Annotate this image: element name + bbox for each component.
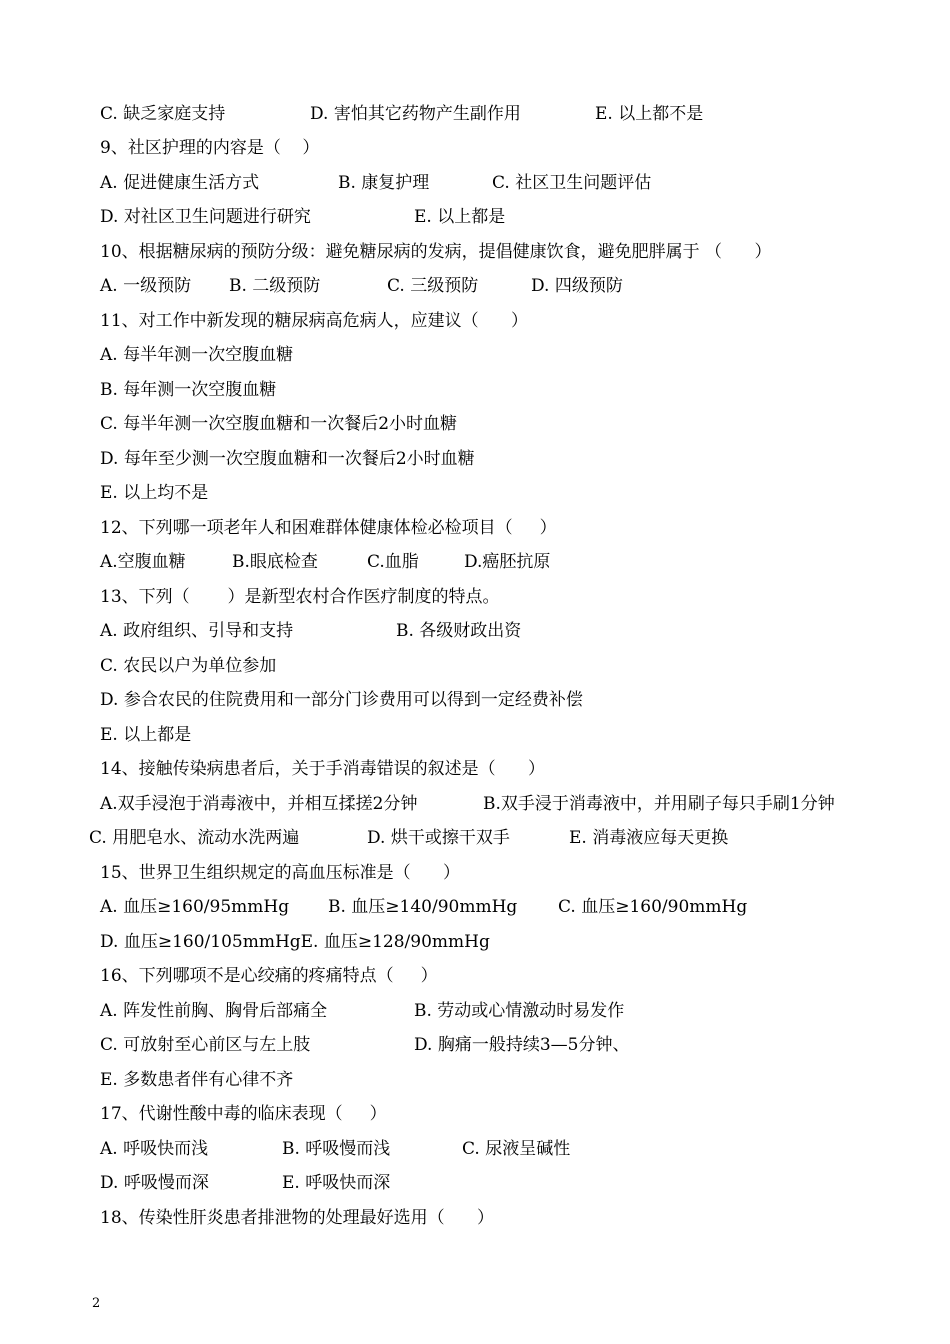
text-segment: 12、下列哪一项老年人和困难群体健康体检必检项目（ ） <box>100 518 557 538</box>
text-segment: A.双手浸泡于消毒液中，并相互揉搓2分钟 <box>100 794 418 814</box>
text-segment: D. 胸痛一般持续3—5分钟、 <box>414 1035 630 1055</box>
text-segment: 9、社区护理的内容是（ ） <box>100 138 320 158</box>
text-segment: 10、根据糖尿病的预防分级：避免糖尿病的发病，提倡健康饮食，避免肥胖属于 （ ） <box>100 242 772 262</box>
text-segment: C. 社区卫生问题评估 <box>492 173 652 193</box>
text-segment: A. 每半年测一次空腹血糖 <box>100 345 294 365</box>
text-segment: D. 参合农民的住院费用和一部分门诊费用可以得到一定经费补偿 <box>100 690 583 710</box>
text-segment: C. 可放射至心前区与左上肢 <box>100 1035 311 1055</box>
text-segment: D. 四级预防 <box>531 276 623 296</box>
text-segment: D. 每年至少测一次空腹血糖和一次餐后2小时血糖 <box>100 449 475 469</box>
text-segment: A. 一级预防 <box>100 276 192 296</box>
text-segment: B. 血压≥140/90mmHg <box>328 897 518 917</box>
text-segment: 14、接触传染病患者后，关于手消毒错误的叙述是（ ） <box>100 759 546 779</box>
text-segment: 18、传染性肝炎患者排泄物的处理最好选用（ ） <box>100 1208 495 1228</box>
text-segment: 11、对工作中新发现的糖尿病高危病人，应建议（ ） <box>100 311 529 331</box>
text-segment: A. 阵发性前胸、胸骨后部痛全 <box>100 1001 328 1021</box>
text-segment: 17、代谢性酸中毒的临床表现（ ） <box>100 1104 387 1124</box>
text-segment: B. 每年测一次空腹血糖 <box>100 380 277 400</box>
text-segment: D. 害怕其它药物产生副作用 <box>310 104 521 124</box>
text-segment: 16、下列哪项不是心绞痛的疼痛特点（ ） <box>100 966 438 986</box>
text-segment: E. 呼吸快而深 <box>282 1173 391 1193</box>
text-segment: B. 二级预防 <box>229 276 321 296</box>
text-segment: D. 烘干或擦干双手 <box>367 828 510 848</box>
text-segment: E. 以上均不是 <box>100 483 209 503</box>
text-segment: 15、世界卫生组织规定的高血压标准是（ ） <box>100 863 461 883</box>
text-segment: B. 康复护理 <box>338 173 430 193</box>
text-segment: B. 各级财政出资 <box>396 621 522 641</box>
text-segment: E. 多数患者伴有心律不齐 <box>100 1070 294 1090</box>
text-segment: D.癌胚抗原 <box>464 552 551 572</box>
text-segment: A.空腹血糖 <box>100 552 186 572</box>
text-segment: D. 血压≥160/105mmHgE. 血压≥128/90mmHg <box>100 932 490 952</box>
text-segment: B. 呼吸慢而浅 <box>282 1139 391 1159</box>
text-segment: B.双手浸于消毒液中，并用刷子每只手刷1分钟 <box>483 794 835 814</box>
text-segment: C. 三级预防 <box>387 276 479 296</box>
text-segment: A. 呼吸快而浅 <box>100 1139 209 1159</box>
text-segment: D. 呼吸慢而深 <box>100 1173 209 1193</box>
text-segment: E. 以上都是 <box>414 207 506 227</box>
text-segment: A. 政府组织、引导和支持 <box>100 621 294 641</box>
text-segment: B.眼底检查 <box>232 552 318 572</box>
text-segment: C. 缺乏家庭支持 <box>100 104 226 124</box>
text-segment: C. 尿液呈碱性 <box>462 1139 571 1159</box>
text-segment: C.血脂 <box>367 552 419 572</box>
text-segment: C. 农民以户为单位参加 <box>100 656 277 676</box>
text-segment: 13、下列（ ）是新型农村合作医疗制度的特点。 <box>100 587 500 607</box>
text-segment: A. 血压≥160/95mmHg <box>100 897 290 917</box>
text-segment: D. 对社区卫生问题进行研究 <box>100 207 311 227</box>
text-segment: C. 用肥皂水、流动水洗两遍 <box>89 828 300 848</box>
text-segment: E. 以上都是 <box>100 725 192 745</box>
text-segment: B. 劳动或心情激动时易发作 <box>414 1001 625 1021</box>
text-segment: C. 每半年测一次空腹血糖和一次餐后2小时血糖 <box>100 414 458 434</box>
text-segment: C. 血压≥160/90mmHg <box>558 897 748 917</box>
text-segment: A. 促进健康生活方式 <box>100 173 260 193</box>
text-segment: E. 以上都不是 <box>595 104 704 124</box>
text-segment: E. 消毒液应每天更换 <box>569 828 729 848</box>
page-number: 2 <box>92 1296 101 1311</box>
